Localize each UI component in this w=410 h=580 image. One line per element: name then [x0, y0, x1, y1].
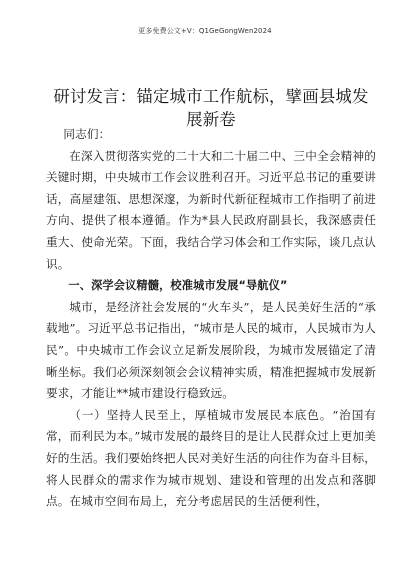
document-body: [46, 124, 376, 513]
salutation: 同志们：: [63, 127, 111, 141]
section-1-paragraph: 城市，是经济社会发展的“火车头”，是人民美好生活的“承载地”。习近平总书记指出，“城市是人民的城市，人民城市为人民”。中央城市工作会议立足新发展阶段，为城市发展锚定了清晰坐标。我们必须深刻领会会议精神实质，精准把握城市发展新要求，才能让**城市建设行稳致远。: [46, 299, 376, 401]
subsection-1-paragraph: （一）坚持人民至上，厚植城市发展民本底色。“治国有常，而利民为本。”城市发展的最终目的是让人民群众过上更加美好的生活。我们要始终把人民对美好生活的向往作为奋斗目标，将人民群众的需求作为城市规划、建设和管理的出发点和落脚点。在城市空间布局上，充分考虑居民的生活便利性，: [46, 407, 376, 509]
intro-paragraph: 在深入贯彻落实党的二十大和二十届二中、三中全会精神的关键时期，中央城市工作会议胜利召开。习近平总书记的重要讲话，高屋建瓴、思想深邃，为新时代新征程城市工作指明了前进方向、提供了根本遵循。作为*县人民政府副县长，我深感责任重大、使命光荣。下面，我结合学习体会和工作实际，谈几点认识。: [46, 148, 376, 271]
header-watermark: 更多免费公文+V：Q1GeGongWen2024: [138, 27, 272, 35]
document-title: 研讨发言：锚定城市工作航标，擘画县城发展新卷: [53, 86, 369, 129]
section-heading-1: 一、深学会议精髓，校准城市发展“导航仪”: [68, 279, 288, 293]
